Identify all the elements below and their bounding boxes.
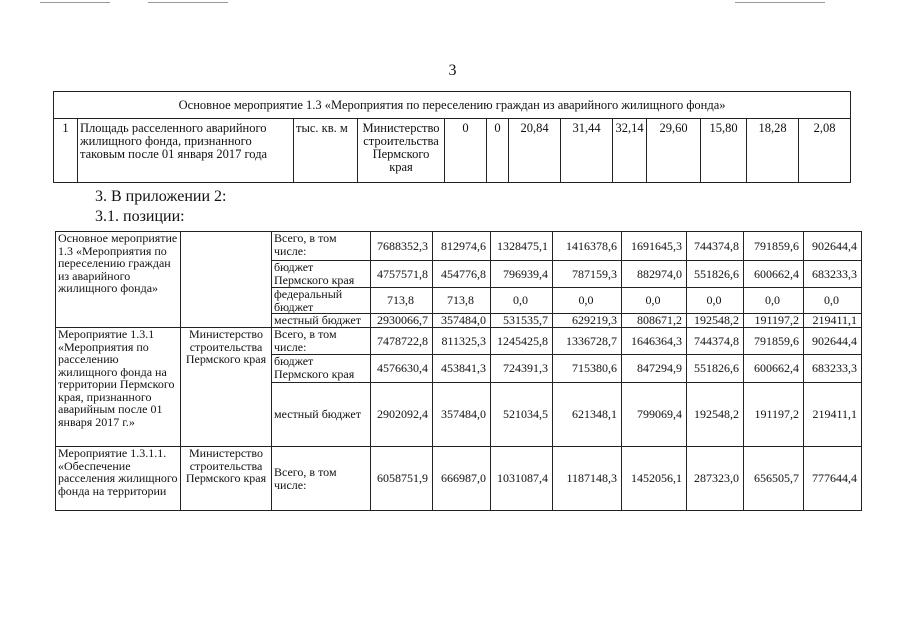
value-cell: 4757571,8	[371, 261, 433, 288]
value-cell: 600662,4	[744, 355, 804, 383]
scan-artifact-line	[40, 2, 110, 3]
value-cell: 902644,4	[804, 232, 862, 261]
value-cell: 192548,2	[687, 383, 744, 447]
table-row	[56, 447, 862, 511]
executor-cell: Министерство строительства Пермского края	[358, 119, 445, 183]
value-cell: 551826,6	[687, 355, 744, 383]
value-cell: 0	[487, 119, 509, 183]
value-cell: 744374,8	[687, 232, 744, 261]
funding-table	[55, 231, 862, 511]
value-cell: 0,0	[491, 288, 553, 314]
value-cell: 192548,2	[687, 314, 744, 328]
value-cell: 2930066,7	[371, 314, 433, 328]
value-cell: 7478722,8	[371, 328, 433, 355]
value-cell: 453841,3	[433, 355, 491, 383]
value-cell: 713,8	[371, 288, 433, 314]
value-cell: 0,0	[804, 288, 862, 314]
funding-source: федеральный бюджет	[272, 288, 371, 314]
executor-cell	[181, 232, 272, 328]
value-cell: 796939,4	[491, 261, 553, 288]
value-cell: 521034,5	[491, 383, 553, 447]
value-cell: 0,0	[622, 288, 687, 314]
value-cell: 1031087,4	[491, 447, 553, 511]
value-cell: 656505,7	[744, 447, 804, 511]
value-cell: 812974,6	[433, 232, 491, 261]
table-row	[56, 232, 862, 261]
value-cell: 1187148,3	[553, 447, 622, 511]
value-cell: 18,28	[747, 119, 799, 183]
funding-source: Всего, в том числе:	[272, 328, 371, 355]
value-cell: 2,08	[799, 119, 851, 183]
value-cell: 357484,0	[433, 314, 491, 328]
funding-source: местный бюджет	[272, 383, 371, 447]
value-cell: 847294,9	[622, 355, 687, 383]
value-cell: 7688352,3	[371, 232, 433, 261]
executor-cell: Министерство строительства Пермского края	[181, 328, 272, 447]
unit-cell: тыс. кв. м	[294, 119, 358, 183]
indicator-table	[53, 91, 851, 183]
measure-name: Мероприятие 1.3.1 «Мероприятия по расселению жилищного фонда на территории Пермского края, признанного аварийным после 01 января 2017 г.»	[56, 328, 181, 447]
value-cell: 4576630,4	[371, 355, 433, 383]
value-cell: 31,44	[561, 119, 613, 183]
value-cell: 219411,1	[804, 314, 862, 328]
funding-source: Всего, в том числе:	[272, 447, 371, 511]
value-cell: 0,0	[553, 288, 622, 314]
value-cell: 713,8	[433, 288, 491, 314]
value-cell: 191197,2	[744, 314, 804, 328]
value-cell: 724391,3	[491, 355, 553, 383]
value-cell: 1452056,1	[622, 447, 687, 511]
value-cell: 777644,4	[804, 447, 862, 511]
value-cell: 15,80	[701, 119, 747, 183]
value-cell: 666987,0	[433, 447, 491, 511]
value-cell: 0,0	[744, 288, 804, 314]
value-cell: 744374,8	[687, 328, 744, 355]
value-cell: 882974,0	[622, 261, 687, 288]
value-cell: 0	[445, 119, 487, 183]
measure-name: Мероприятие 1.3.1.1. «Обеспечение расселения жилищного фонда на территории	[56, 447, 181, 511]
scan-artifact-line	[735, 2, 825, 3]
value-cell: 791859,6	[744, 328, 804, 355]
value-cell: 1328475,1	[491, 232, 553, 261]
value-cell: 799069,4	[622, 383, 687, 447]
table-header: Основное мероприятие 1.3 «Мероприятия по переселению граждан из аварийного жилищного фонда»	[54, 92, 851, 119]
value-cell: 811325,3	[433, 328, 491, 355]
value-cell: 629219,3	[553, 314, 622, 328]
value-cell: 902644,4	[804, 328, 862, 355]
value-cell: 20,84	[509, 119, 561, 183]
value-cell: 715380,6	[553, 355, 622, 383]
value-cell: 808671,2	[622, 314, 687, 328]
value-cell: 600662,4	[744, 261, 804, 288]
subsection-heading: 3.1. позиции:	[95, 208, 185, 225]
value-cell: 1416378,6	[553, 232, 622, 261]
value-cell: 551826,6	[687, 261, 744, 288]
row-number: 1	[54, 119, 78, 183]
funding-source: бюджет Пермского края	[272, 355, 371, 383]
value-cell: 357484,0	[433, 383, 491, 447]
value-cell: 2902092,4	[371, 383, 433, 447]
value-cell: 32,14	[613, 119, 647, 183]
funding-source: Всего, в том числе:	[272, 232, 371, 261]
section-heading: 3. В приложении 2:	[95, 188, 227, 205]
funding-source: бюджет Пермского края	[272, 261, 371, 288]
value-cell: 621348,1	[553, 383, 622, 447]
table-row	[54, 119, 851, 183]
value-cell: 287323,0	[687, 447, 744, 511]
value-cell: 683233,3	[804, 261, 862, 288]
executor-cell: Министерство строительства Пермского края	[181, 447, 272, 511]
value-cell: 1336728,7	[553, 328, 622, 355]
value-cell: 787159,3	[553, 261, 622, 288]
value-cell: 1691645,3	[622, 232, 687, 261]
value-cell: 683233,3	[804, 355, 862, 383]
value-cell: 1245425,8	[491, 328, 553, 355]
indicator-name: Площадь расселенного аварийного жилищного фонда, признанного таковым после 01 января 2017 года	[78, 119, 294, 183]
value-cell: 191197,2	[744, 383, 804, 447]
value-cell: 6058751,9	[371, 447, 433, 511]
table-row	[56, 328, 862, 355]
value-cell: 0,0	[687, 288, 744, 314]
value-cell: 219411,1	[804, 383, 862, 447]
value-cell: 29,60	[647, 119, 701, 183]
page-number: 3	[448, 62, 457, 79]
value-cell: 454776,8	[433, 261, 491, 288]
scan-artifact-line	[148, 2, 228, 3]
value-cell: 791859,6	[744, 232, 804, 261]
funding-source: местный бюджет	[272, 314, 371, 328]
value-cell: 531535,7	[491, 314, 553, 328]
measure-name: Основное мероприятие 1.3 «Мероприятия по переселению граждан из аварийного жилищного фонда»	[56, 232, 181, 328]
value-cell: 1646364,3	[622, 328, 687, 355]
